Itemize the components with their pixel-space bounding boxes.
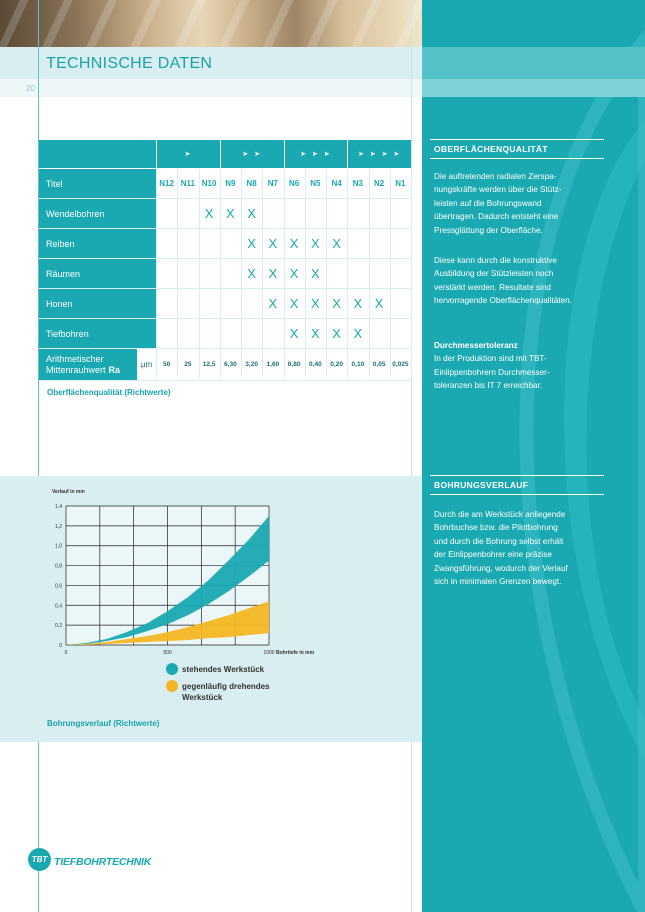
page-title: TECHNISCHE DATEN (46, 55, 213, 72)
text-line: Pressglättung der Oberfläche. (434, 225, 543, 235)
table-grid-line (411, 349, 412, 378)
text-line: Durch die am Werkstück anliegende (434, 510, 566, 519)
text-line: Zwangsführung, wodurch der Verlauf (434, 563, 568, 573)
text-line: Diese kann durch die konstruktive (434, 256, 557, 265)
table-grid-line (347, 229, 348, 258)
table-group-header: ➤ ➤ (220, 140, 284, 168)
table-grid-line (199, 289, 200, 318)
sub-band (0, 79, 422, 97)
ra-value: 0,025 (392, 361, 409, 368)
table-check-mark: X (289, 326, 299, 341)
table-check-mark: X (374, 296, 384, 311)
table-row-label: Wendelbohren (39, 199, 156, 228)
table-check-mark: X (268, 236, 278, 251)
table-grid-line (390, 199, 391, 228)
table-check-mark: X (332, 296, 341, 311)
text-line: Die auftretenden radialen Zerspa- (434, 172, 557, 181)
table-grid-line (411, 259, 412, 288)
ra-label-line1: Arithmetischer (46, 353, 104, 364)
table-grid-line (411, 289, 412, 318)
y-tick-label: 1,2 (55, 523, 62, 530)
table-column-header: N8 (246, 179, 257, 188)
table-grid-line (369, 229, 370, 258)
table-check-mark: X (247, 236, 256, 251)
table-check-mark: X (289, 296, 299, 311)
table-check-mark: X (289, 236, 299, 251)
table-check-mark: X (332, 236, 341, 251)
table-column-header: N4 (331, 179, 342, 188)
header-photo-overlay (0, 0, 422, 47)
table-grid-line (220, 229, 221, 258)
table-row-label: Titel (39, 169, 156, 198)
table-grid-line (326, 199, 327, 228)
table-check-mark: X (311, 266, 320, 281)
table-row (39, 199, 411, 229)
ra-value: 0,40 (309, 361, 322, 368)
x-tick-label: 1000 (263, 650, 275, 656)
table-row (39, 319, 411, 349)
table-grid-line (390, 229, 391, 258)
table-column-header: N12 (159, 179, 174, 188)
table-check-mark: X (226, 206, 235, 221)
table-caption: Oberflächenqualität (Richtwerte) (47, 388, 171, 397)
guide-line-left (38, 0, 39, 912)
table-column-header: N7 (267, 179, 278, 188)
text-line: der Einlippenbohrer eine präzise (434, 550, 552, 560)
legend-label (182, 682, 270, 702)
sub-band-right (422, 79, 645, 97)
ra-value: 50 (163, 361, 171, 368)
table-grid-line (177, 199, 178, 228)
table-check-mark: X (268, 296, 278, 311)
table-grid-line (156, 229, 157, 258)
ra-value: 6,30 (224, 361, 237, 368)
table-grid-line (284, 199, 285, 228)
table-grid-line (156, 319, 157, 348)
table-check-mark: X (353, 326, 363, 341)
table-grid-line (411, 229, 412, 258)
background-swoosh (422, 0, 645, 912)
table-check-mark: X (311, 236, 320, 251)
y-axis-label: Verlauf in mm (52, 489, 85, 495)
ra-value: 0,80 (287, 361, 301, 368)
table-column-header: N9 (225, 179, 236, 188)
bore-deviation-chart (0, 476, 422, 742)
right-column (422, 0, 645, 912)
table-column-header: N2 (374, 179, 385, 188)
table-grid-line (305, 199, 306, 228)
table-ra-row (39, 349, 411, 381)
table-group-header: ➤ ➤ ➤ (284, 140, 348, 168)
text-line: Ausbildung der Stützleisten noch (434, 269, 554, 279)
table-grid-line (347, 259, 348, 288)
table-grid-line (220, 289, 221, 318)
table-grid-line (411, 169, 412, 198)
x-tick-label: 0 (64, 650, 68, 656)
table-grid-line (262, 319, 263, 348)
ra-value: 0,10 (351, 361, 365, 368)
logo-mark: TBT (28, 848, 51, 871)
page-number: 20 (26, 84, 35, 93)
ra-unit: µm (140, 360, 153, 369)
text-line: und durch die Bohrung selbst erhält (434, 536, 564, 546)
table-row (39, 259, 411, 289)
y-tick-label: 1,0 (55, 543, 62, 550)
table-grid-line (199, 319, 200, 348)
table-grid-line (177, 229, 178, 258)
table-grid-line (220, 259, 221, 288)
table-grid-line (199, 259, 200, 288)
y-tick-label: 0,4 (55, 603, 62, 610)
ra-value: 25 (184, 361, 192, 368)
table-group-header: ➤ (156, 140, 220, 168)
text-line: verstärkt werden. Resultate sind (434, 282, 551, 292)
y-tick-label: 0,6 (55, 583, 62, 590)
table-grid-line (177, 319, 178, 348)
ra-label-line2-wrap (46, 365, 120, 376)
table-column-header: N11 (180, 179, 195, 188)
table-grid-line (411, 199, 412, 228)
table-column-header: N6 (289, 179, 300, 188)
table-grid-line (156, 289, 157, 318)
legend-marker (166, 680, 178, 692)
table-column-header: N5 (310, 179, 321, 188)
y-tick-label: 1,4 (55, 504, 62, 510)
title-band-right (422, 47, 645, 79)
table-check-mark: X (353, 296, 363, 311)
table-grid-line (390, 259, 391, 288)
table-grid-line (411, 319, 412, 348)
ra-value: 3,20 (245, 361, 258, 368)
ra-label (39, 349, 137, 380)
table-row-label: Reiben (39, 229, 156, 258)
table-grid-line (177, 289, 178, 318)
bore-deviation-heading: BOHRUNGSVERLAUF (430, 475, 604, 495)
table-group-header: ➤ ➤ ➤ ➤ (347, 140, 411, 168)
table-check-mark: X (247, 206, 256, 221)
table-grid-line (369, 319, 370, 348)
table-grid-line (369, 199, 370, 228)
text-line: In der Produktion sind mit TBT- (434, 354, 547, 364)
table-row (39, 229, 411, 259)
legend-label-line: gegenläufig drehendes (182, 682, 270, 691)
x-tick-label: 500 (163, 650, 172, 656)
table-grid-line (369, 259, 370, 288)
table-grid-line (326, 259, 327, 288)
table-column-header: N3 (352, 179, 363, 188)
table-grid-line (199, 229, 200, 258)
legend-marker (166, 663, 178, 675)
y-tick-label: 0 (59, 643, 62, 649)
table-row-label: Räumen (39, 259, 156, 288)
table-check-mark: X (204, 206, 214, 221)
text-line: sich in minimalen Grenzen bewegt. (434, 577, 562, 587)
ra-label-bold: Ra (108, 364, 121, 375)
table-grid-line (390, 319, 391, 348)
guide-line-right (411, 0, 412, 912)
table-check-mark: X (289, 266, 299, 281)
table-row-label: Tiefbohren (39, 319, 156, 348)
table-grid-line (220, 319, 221, 348)
table-row (39, 289, 411, 319)
table-check-mark: X (247, 266, 256, 281)
surface-quality-paragraph-2 (434, 254, 604, 308)
surface-quality-paragraph-1 (434, 170, 604, 237)
table-grid-line (241, 289, 242, 318)
table-grid-line (177, 259, 178, 288)
table-title-row (39, 169, 411, 199)
ra-value: 0,20 (330, 361, 343, 368)
surface-quality-heading: OBERFLÄCHENQUALITÄT (430, 139, 604, 159)
x-axis-label: Bohrtiefe in mm (276, 650, 315, 656)
text-line: leisten auf die Bohrungswand (434, 198, 542, 208)
legend-label-line: Werkstück (182, 693, 223, 702)
table-column-header: N1 (395, 179, 406, 188)
ra-value: 0,05 (372, 361, 386, 368)
text-line: nungskräfte werden über die Stütz- (434, 185, 562, 195)
table-grid-line (390, 289, 391, 318)
diameter-tolerance-heading: Durchmessertoleranz (434, 341, 518, 350)
text-line: übertragen. Dadurch entsteht eine (434, 212, 559, 222)
table-row-label: Honen (39, 289, 156, 318)
table-header-row (39, 140, 411, 168)
table-grid-line (156, 259, 157, 288)
table-check-mark: X (311, 326, 320, 341)
text-line: Bohrbuchse bzw. die Pilotbohrung (434, 523, 558, 533)
ra-value: 1,60 (266, 361, 280, 368)
table-check-mark: X (311, 296, 320, 311)
y-tick-label: 0,2 (55, 623, 62, 630)
table-grid-line (156, 199, 157, 228)
chart-caption: Bohrungsverlauf (Richtwerte) (47, 719, 160, 728)
y-tick-label: 0,8 (55, 563, 62, 570)
legend-label: stehendes Werkstück (182, 665, 265, 674)
logo-text: TIEFBOHRTECHNIK (54, 856, 152, 868)
table-grid-line (241, 319, 242, 348)
text-line: toleranzen bis IT 7 erreichbar. (434, 381, 543, 391)
text-line: Einlippenbohrern Durchmesser- (434, 367, 550, 377)
table-check-mark: X (268, 266, 278, 281)
table-check-mark: X (332, 326, 341, 341)
ra-value: 12,5 (202, 361, 216, 368)
diameter-tolerance-block (434, 339, 604, 393)
table-grid-line (262, 199, 263, 228)
table-column-header: N10 (201, 179, 217, 188)
bore-deviation-paragraph (434, 508, 604, 588)
ra-label-line2: Mittenrauhwert (46, 364, 106, 375)
table-grid-line (347, 199, 348, 228)
text-line: hervorragende Oberflächenqualitäten. (434, 296, 572, 306)
